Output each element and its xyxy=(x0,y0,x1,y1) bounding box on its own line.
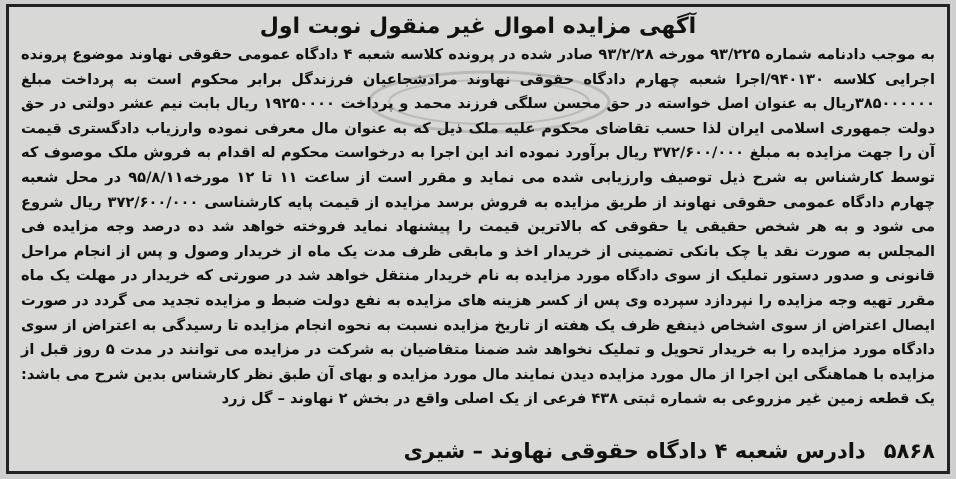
notice-signature: دادرس شعبه ۴ دادگاه حقوقی نهاوند – شیری xyxy=(403,439,866,463)
notice-title: آگهی مزایده اموال غیر منقول نوبت اول xyxy=(259,14,697,39)
legal-notice xyxy=(6,4,950,474)
notice-code: ۵۸۶۸ xyxy=(883,439,935,463)
notice-footer xyxy=(21,437,935,465)
notice-body: به موجب دادنامه شماره ۹۳/۲۲۵ مورخه ۹۳/۲/۲۸ صادر شده در پرونده کلاسه شعبه ۴ دادگاه عمومی حقوقی نهاوند موضوع پرونده اجرایی کلاسه ۹۴۰۱۳۰/اجرا شعبه چهارم دادگاه حقوقی نهاوند مرادشجاعیان فرزندگل برابر محکوم است به پرداخت مبلغ ۳۸۵۰۰۰۰۰۰ریال به عنوان اصل خواسته در حق محسن سلگی فرزند محمد و پرداخت ۱۹۲۵۰۰۰۰ ریال بابت نیم عشر دولتی در حق دولت جمهوری اسلامی ایران لذا حسب تقاضای محکوم علیه ملک ذیل که به عنوان مال معرفی نموده وارزیاب دادگستری قیمت آن را جهت مزایده به مبلغ ۳۷۲/۶۰۰/۰۰۰ ریال برآورد نموده اند این اجرا به درخواست محکوم له اقدام به فروش ملک موصوف که توسط کارشناس به شرح ذیل توصیف وارزیابی شده می نماید و مقرر است از ساعت ۱۱ تا ۱۲ مورخه۹۵/۸/۱۱ در محل شعبه چهارم دادگاه عمومی حقوقی نهاوند از طریق مزایده به فروش برسد مزایده از قیمت پایه کارشناسی ۳۷۲/۶۰۰/۰۰۰ ریال شروع می شود و به هر شخص حقیقی یا حقوقی که بالاترین قیمت را پیشنهاد نماید فروخته خواهد شد ده درصد وجه مزایده فی المجلس به صورت نقد یا چک بانکی تضمینی از خریدار اخذ و مابقی ظرف مدت یک ماه از خریدار وصول و پس از انجام مراحل قانونی و صدور دستور تملیک از سوی دادگاه مورد مزایده به نام خریدار منتقل خواهد شد در صورتی که خریدار در مهلت یک ماه مقرر تهیه وجه مزایده را نپردازد سپرده وی پس از کسر هزینه های مزایده به نفع دولت ضبط و مزایده تجدید می گردد در صورت ایصال اعتراض از سوی اشخاص ذینفع ظرف یک هفته از تاریخ مزایده نسبت به نحوه انجام مزایده تا رسیدگی به اعتراض از سوی دادگاه مورد مزایده را به خریدار تحویل و تملیک نخواهد شد ضمنا متقاضیان به شرکت در مزایده می توانند در مدت ۵ روز قبل از مزایده با هماهنگی این اجرا از مال مورد مزایده دیدن نمایند مال مورد مزایده و بهای آن طبق نظر کارشناس بدین شرح می باشد: یک قطعه زمین غیر مزروعی به شماره ثبتی ۴۳۸ فرعی از یک اصلی واقع در بخش ۲ نهاوند – گل زرد xyxy=(21,46,936,408)
